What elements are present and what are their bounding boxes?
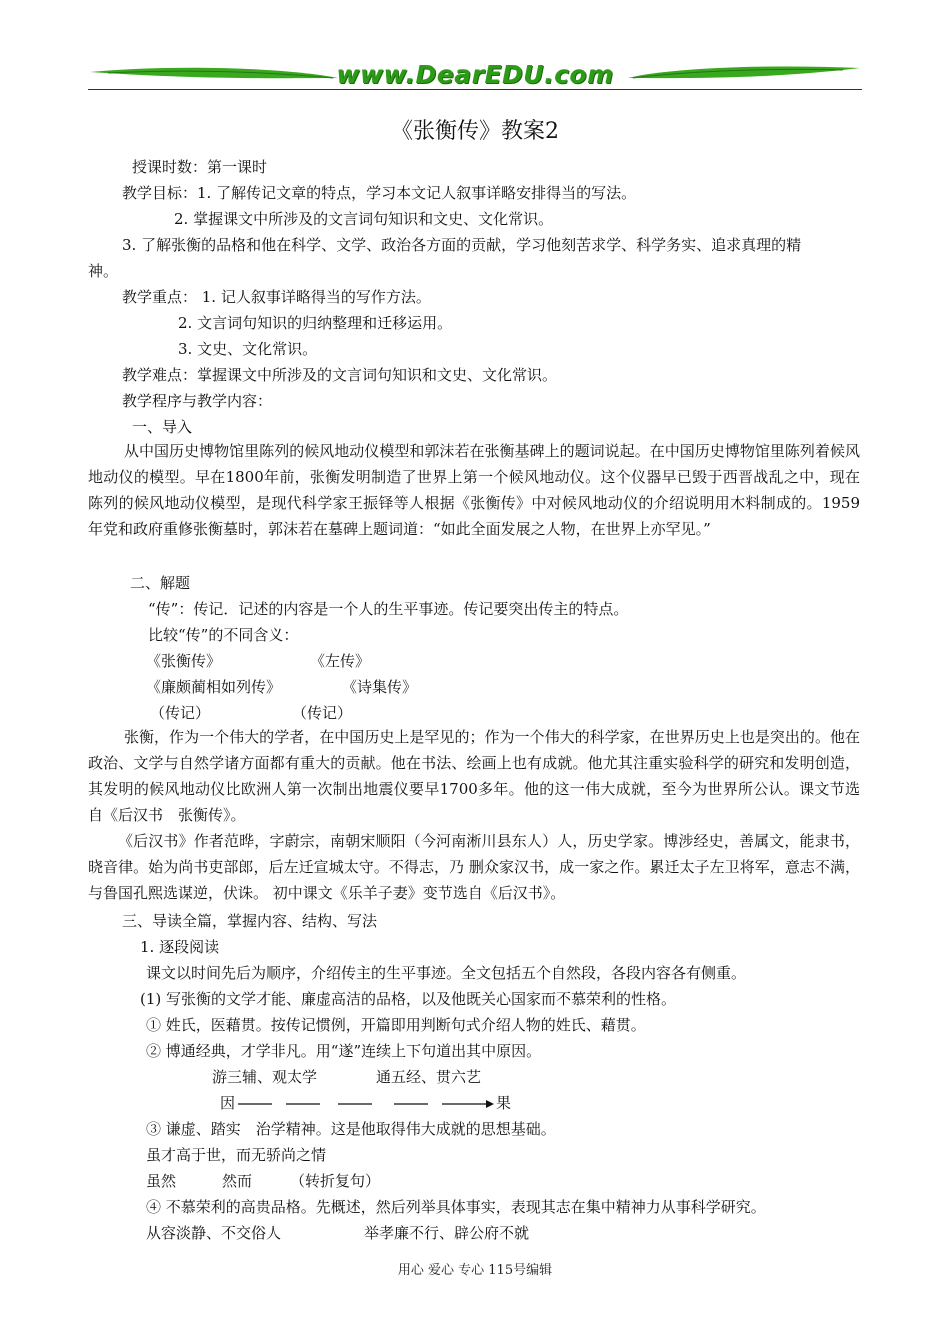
section-title-heading: 二、解题 <box>130 574 191 592</box>
work-shiji: 《诗集传》 <box>342 678 418 696</box>
class-hours: 授课时数：第一课时 <box>132 158 268 176</box>
connective-although: 虽然 <box>146 1172 177 1190</box>
cause-label: 因 <box>220 1094 236 1112</box>
zhuan-compare: 比较“传”的不同含义： <box>148 626 299 644</box>
reading-step-1: 1. 逐段阅读 <box>140 938 220 956</box>
site-logo: www.DearEDU.com <box>336 60 614 89</box>
procedure-heading: 教学程序与教学内容： <box>122 392 273 410</box>
fact-declined: 举孝廉不行、辟公府不就 <box>364 1224 530 1242</box>
effect-label: 果 <box>496 1094 512 1112</box>
meaning-biography-2: （传记） <box>292 704 353 722</box>
page-header <box>88 58 862 94</box>
work-lianpo: 《廉颇蔺相如列传》 <box>146 678 282 696</box>
paragraph-1-point: (1) 写张衡的文学才能、廉虚高洁的品格，以及他既关心国家而不慕荣利的性格。 <box>140 990 677 1008</box>
sentence-type: （转折复句） <box>290 1172 381 1190</box>
key-point-3: 3. 文史、文化常识。 <box>178 340 318 358</box>
cause-travel: 游三辅、观太学 <box>212 1068 318 1086</box>
meaning-biography-1: （传记） <box>150 704 211 722</box>
teaching-goal-3: 3. 了解张衡的品格和他在科学、文学、政治各方面的贡献，学习他刻苦求学、科学务实、追求真理的精 <box>122 236 802 254</box>
cause-classics: 通五经、贯六艺 <box>376 1068 482 1086</box>
work-zhangheng: 《张衡传》 <box>146 652 222 670</box>
teaching-goal-1: 教学目标：1. 了解传记文章的特点，学习本文记人叙事详略安排得当的写法。 <box>122 184 637 202</box>
work-zuozhuan: 《左传》 <box>310 652 371 670</box>
intro-paragraph: 从中国历史博物馆里陈列的候风地动仪模型和郭沫若在张衡基碑上的题词说起。在中国历史博物馆里陈列着候风地动仪的模型。早在1800年前，张衡发明制造了世界上第一个候风地动仪。这个仪器早已毁于西晋战乱之中，现在陈列的候风地动仪模型，是现代科学家王振铎等人根据《张衡传》中对候风地动仪的介绍说明用木料制成的。1959年党和政府重修张衡墓时，郭沫若在墓碑上题词道：“如此全面发展之人物，在世界上亦罕见。” <box>88 442 860 538</box>
connective-however: 然而 <box>222 1172 253 1190</box>
point-surname: ① 姓氏，医藉贯。按传记惯例，开篇即用判断句式介绍人物的姓氏、藉贯。 <box>146 1016 646 1034</box>
difficulty: 教学难点：掌握课文中所涉及的文言词句知识和文史、文化常识。 <box>122 366 558 384</box>
houhanshu-paragraph: 《后汉书》作者范晔，字蔚宗，南朝宋顺阳（今河南淅川县东人）人，历史学家。博涉经史，善属文，能隶书，晓音律。始为尚书吏部郎，后左迁宣城太守。不得志，乃 删众家汉书，成一家之作。累迁太子左卫将军，意志不满，与鲁国孔熙选谋逆，伏诛。 初中课文《乐羊子妻》变节选自《后汉书》。 <box>88 832 860 902</box>
teaching-goal-3-cont: 神。 <box>88 262 119 280</box>
page-footer: 用心 爱心 专心 115号编辑 <box>397 1263 553 1278</box>
section-intro-heading: 一、导入 <box>132 418 193 436</box>
key-point-2: 2. 文言词句知识的归纳整理和迁移运用。 <box>178 314 453 332</box>
zhuan-definition: “传”：传记．记述的内容是一个人的生平事迹。传记要突出传主的特点。 <box>148 600 629 618</box>
quote-talent: 虽才高于世，而无骄尚之情 <box>146 1146 327 1164</box>
fact-calm: 从容淡静、不交俗人 <box>146 1224 282 1242</box>
teaching-goal-2: 2. 掌握课文中所涉及的文言词句知识和文史、文化常识。 <box>174 210 554 228</box>
reading-summary: 课文以时间先后为顺序，介绍传主的生平事迹。全文包括五个自然段，各段内容各有侧重。 <box>146 964 747 982</box>
cause-effect-arrow <box>238 1094 498 1114</box>
point-erudition: ② 博通经典，才学非凡。用“遂”连续上下句道出其中原因。 <box>146 1042 542 1060</box>
zhangheng-paragraph: 张衡，作为一个伟大的学者，在中国历史上是罕见的；作为一个伟大的科学家，在世界历史上也是突出的。他在政治、文学与自然学诸方面都有重大的贡献。他在书法、绘画上也有成就。他尤其注重实验科学的研究和发明创造，其发明的候风地动仪比欧洲人第一次制出地震仪要早1700多年。他的这一伟大成就，至今为世界所公认。课文节选自《后汉书 张衡传》。 <box>88 728 860 824</box>
page-title: 《张衡传》教案2 <box>391 119 559 144</box>
key-point-1: 教学重点： 1. 记人叙事详略得当的写作方法。 <box>122 288 431 306</box>
point-humble: ③ 谦虚、踏实 治学精神。这是他取得伟大成就的思想基础。 <box>146 1120 556 1138</box>
header-rule <box>88 89 862 90</box>
point-integrity: ④ 不慕荣利的高贵品格。先概述，然后列举具体事实，表现其志在集中精神力从事科学研究。 <box>146 1198 766 1216</box>
section-reading-heading: 三、导读全篇，掌握内容、结构、写法 <box>122 912 378 930</box>
